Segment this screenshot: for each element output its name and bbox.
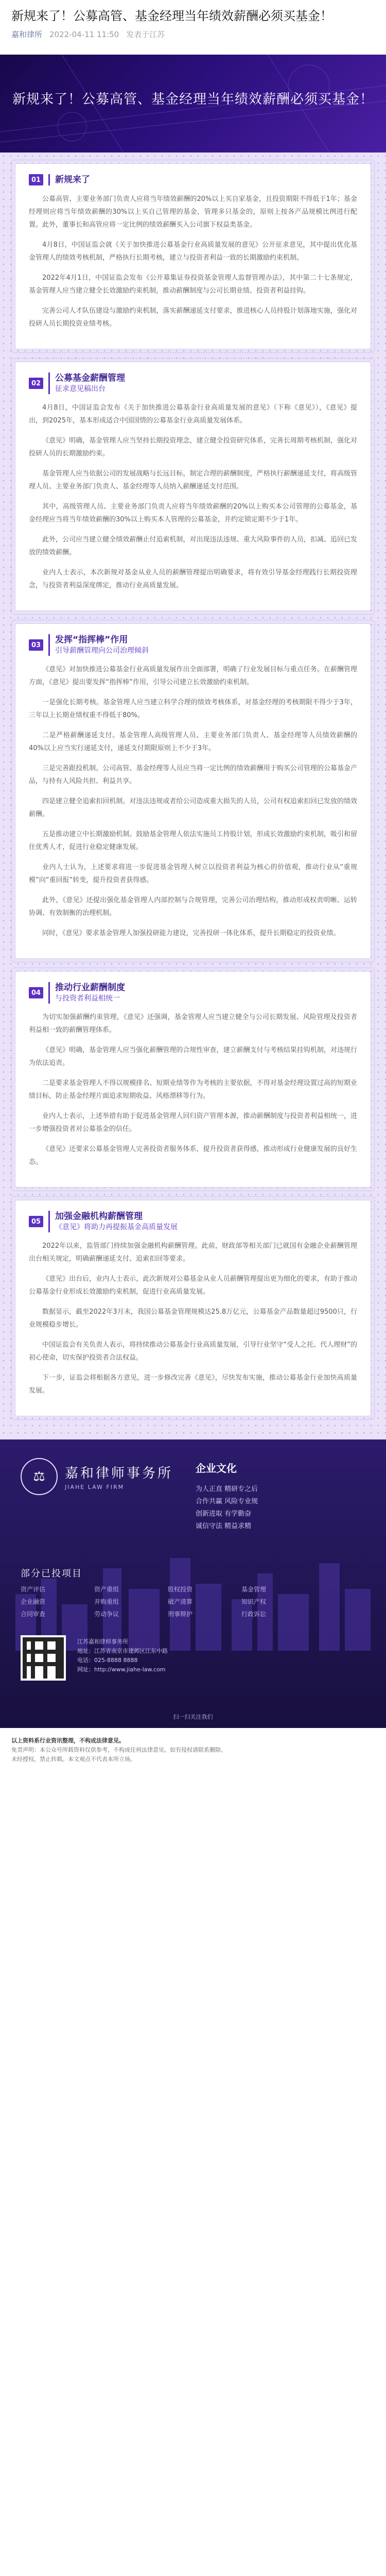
branch-item: 资产评估	[21, 1586, 46, 1593]
section-header	[29, 634, 357, 656]
section-card	[15, 972, 371, 1187]
branch-item: 行政诉讼	[241, 1611, 267, 1618]
section-paragraph: 此外，公司应当建立健全绩效薪酬止付追索机制，对出现违法违规、重大风险事件的人员，扣减、追回已发放的绩效薪酬。	[29, 536, 357, 556]
culture-block	[196, 1460, 360, 1533]
section-header	[29, 174, 357, 185]
section-title: 加强金融机构薪酬管理	[55, 1211, 143, 1222]
branch-item: 知识产权	[241, 1598, 267, 1605]
section-paragraph: 《意见》还要求公募基金管理人完善投资者服务体系，提升投资者获得感，推动形成行业健康发展的良好生态。	[29, 1145, 357, 1166]
section-paragraph: 2022年4月1日，中国证监会发布《公开募集证券投资基金管理人监督管理办法》，其中第二十七条规定，基金管理人应当建立健全长效激励约束机制，推动薪酬制度与公司长期业绩、投资者利益挂钩。	[29, 274, 357, 295]
section-paragraph: 4月8日，中国证监会就《关于加快推进公募基金行业高质量发展的意见》公开征求意见，其中提出优化基金管理人的绩效考核机制，严格执行长期考核，建立与投资者利益一致的长期激励约束机制。	[29, 241, 357, 262]
account-name-link[interactable]: 嘉和律所	[11, 30, 43, 39]
qr-code-image[interactable]	[21, 1635, 66, 1681]
section-card	[15, 362, 371, 611]
publish-location: 发表于江苏	[126, 30, 165, 39]
section-paragraph: 业内人士表示，本次新规对基金从业人员的薪酬管理提出明确要求，将有效引导基金经理践行长期投资理念，与投资者利益深度绑定，推动行业高质量发展。	[29, 569, 357, 589]
section-subtitle: 引导薪酬管理向公司治理倾斜	[55, 647, 149, 655]
contact-info	[77, 1637, 365, 1674]
section-paragraph: 此外，《意见》还提出强化基金管理人内部控制与合规管理，完善公司治理结构，推动形成权责明晰、运转协调、有效制衡的治理机制。	[29, 896, 357, 917]
section-heading	[48, 634, 149, 656]
firm-logo-icon: ⚖	[21, 1458, 58, 1495]
section-title: 新规来了	[55, 175, 90, 185]
branch-item: 合同审查	[21, 1611, 46, 1618]
disclaimer-line: 免责声明：本公众号所载资料仅供参考，不构成任何法律意见。如有侵权请联系删除。	[11, 1747, 226, 1753]
article-title: 新规来了！公募高管、基金经理当年绩效薪酬必须买基金！	[11, 9, 332, 23]
section-number: 02	[29, 378, 43, 389]
branch-item: 并购重组	[94, 1598, 119, 1605]
section-title: 推动行业薪酬制度	[55, 982, 125, 993]
section-paragraph: 2022年以来，监管部门持续加强金融机构薪酬管理。此前，财政部等相关部门已就国有金融企业薪酬管理出台相关规定，明确薪酬递延支付、追索扣回等要求。	[29, 1242, 357, 1263]
section-header	[29, 372, 357, 394]
section-paragraph: 二是要求基金管理人不得以规模排名、短期业绩等作为考核的主要依据，不得对基金经理设置过高的短期业绩目标，防止基金经理片面追求短期收益、风格漂移等行为。	[29, 1079, 357, 1100]
section-heading	[48, 174, 90, 185]
section-number: 04	[29, 987, 43, 998]
branch-item: 资产重组	[94, 1586, 119, 1593]
section-card	[15, 164, 371, 349]
section-card	[15, 624, 371, 958]
section-subtitle: 与投资者利益相统一	[55, 994, 120, 1003]
section-title: 发挥“指挥棒”作用	[55, 635, 128, 645]
section-paragraph: 业内人士表示，上述举措有助于促进基金管理人回归资产管理本源，推动薪酬制度与投资者利益相统一，进一步增强投资者对公募基金的信任。	[29, 1112, 357, 1133]
branch-item: 刑事辩护	[168, 1611, 193, 1618]
culture-line: 合作共赢 风险专业规	[196, 1498, 258, 1505]
section-number: 01	[29, 174, 43, 185]
section-header	[29, 1211, 357, 1232]
culture-title: 企业文化	[196, 1462, 237, 1475]
section-subtitle: 《意见》将助力再提振基金高质量发展	[55, 1223, 178, 1231]
firm-name: 嘉和律师事务所	[65, 1466, 173, 1481]
footer-note: 扫一扫关注我们	[173, 1714, 213, 1720]
banner-title: 新规来了！公募高管、基金经理当年绩效薪酬必须买基金！	[12, 92, 374, 107]
section-paragraph: 业内人士认为，上述要求将进一步促进基金管理人树立以投资者利益为核心的价值观，推动行业从“重规模”向“重回报”转变，提升投资者获得感。	[29, 863, 357, 884]
section-paragraph: 五是推动建立中长期激励机制。鼓励基金管理人依法实施员工持股计划，形成长效激励约束机制，吸引和留住优秀人才，促进行业稳定健康发展。	[29, 831, 357, 851]
branch-label: 部分已投项目	[21, 1568, 82, 1579]
firm-name-en: JIAHE LAW FIRM	[65, 1484, 125, 1490]
section-paragraph: 中国证监会有关负责人表示，将持续推动公募基金行业高质量发展，引导行业坚守“受人之托、代人理财”的初心使命，切实保护投资者合法权益。	[29, 1341, 357, 1362]
section-paragraph: 《意见》出台后，业内人士表示，此次新规对公募基金从业人员薪酬管理提出更为细化的要求，有助于推动公募基金行业形成长效激励约束机制，促进行业高质量发展。	[29, 1275, 357, 1296]
disclaimer-block	[0, 1728, 386, 1790]
disclaimer-lead: 以上资料系行业资讯整理，不构成法律意见。	[11, 1737, 125, 1744]
section-paragraph: 完善公司人才队伍建设与激励约束机制，落实薪酬递延支付要求，推进核心人员持股计划落地实施，强化对投研人员长期投资业绩考核。	[29, 307, 357, 328]
culture-line: 为人正直 精研专之后	[196, 1485, 258, 1493]
publish-date: 2022-04-11 11:50	[49, 29, 119, 39]
branch-item: 基金管理	[241, 1586, 267, 1593]
section-paragraph: 其中，高级管理人员、主要业务部门负责人应将当年绩效薪酬的20%以上购买本公司管理的公募基金，基金经理应当将当年绩效薪酬的30%以上购买本人管理的公募基金，并约定锁定期不少于1年。	[29, 503, 357, 523]
section-number: 05	[29, 1216, 43, 1227]
contact-line: 电话：025-8888 8888	[77, 1657, 138, 1664]
footer-block	[0, 1439, 386, 1728]
branch-item: 股权投资	[168, 1586, 193, 1593]
header-banner	[0, 55, 386, 152]
section-number: 03	[29, 639, 43, 651]
branch-item: 企业融资	[21, 1598, 46, 1605]
section-paragraph: 4月8日，中国证监会发布《关于加快推进公募基金行业高质量发展的意见》（下称《意见》），《意见》提出，到2025年，基本形成适合中国国情的公募基金行业高质量发展体系。	[29, 404, 357, 425]
culture-line: 创新进取 有学勤奋	[196, 1510, 252, 1518]
section-subtitle: 征求意见稿出台	[55, 385, 106, 393]
section-heading	[48, 1211, 178, 1232]
content-zone	[0, 152, 386, 1439]
section-paragraph: 同时，《意见》要求基金管理人加强投研能力建设，完善投研一体化体系，提升长期稳定的投资业绩。	[42, 929, 340, 937]
branch-item: 劳动争议	[94, 1611, 119, 1618]
footer-logo	[21, 1458, 173, 1495]
section-paragraph: 下一步，证监会将根据各方意见，进一步修改完善《意见》，尽快发布实施，推动公募基金行业加快高质量发展。	[29, 1374, 357, 1395]
section-heading	[48, 982, 125, 1004]
section-paragraph: 二是严格薪酬递延支付。基金管理人高级管理人员、主要业务部门负责人、基金经理等人员绩效薪酬的40%以上应当实行递延支付，递延支付期限原则上不少于3年。	[29, 732, 357, 752]
section-header	[29, 982, 357, 1004]
article-header	[0, 0, 386, 55]
section-paragraph: 《意见》明确，基金管理人应当强化薪酬管理的合规性审查，建立薪酬支付与考核结果挂钩机制，对违规行为依法追责。	[29, 1046, 357, 1067]
article-meta	[11, 29, 375, 40]
branch-grid	[21, 1585, 309, 1619]
section-card	[15, 1200, 371, 1416]
section-paragraph: 四是建立健全追索扣回机制。对违法违规或者给公司造成重大损失的人员，公司有权追索扣回已发放的绩效薪酬。	[29, 798, 357, 818]
contact-line: 地址：江苏省南京市建邺区江东中路	[77, 1648, 168, 1654]
section-paragraph: 《意见》对加快推进公募基金行业高质量发展作出全面部署，明确了行业发展目标与重点任务。在薪酬管理方面，《意见》提出要发挥“指挥棒”作用，引导公司建立长效激励约束机制。	[29, 666, 357, 686]
section-paragraph: 三是完善跟投机制。公司高管、基金经理等人员应当将一定比例的绩效薪酬用于购买公司管理的公募基金产品，与持有人风险共担、利益共享。	[29, 765, 357, 785]
section-title: 公募基金薪酬管理	[55, 373, 125, 383]
contact-line: 江苏嘉和律师事务所	[77, 1638, 128, 1645]
section-paragraph: 基金管理人应当依据公司的发展战略与长远目标，制定合理的薪酬制度，严格执行薪酬递延支付，将高级管理人员、主要业务部门负责人、基金经理等人员纳入薪酬递延支付范围。	[29, 470, 357, 490]
section-paragraph: 一是强化长期考核。基金管理人应当建立科学合理的绩效考核体系，对基金经理的考核期限不得少于3年，三年以上长期业绩权重不得低于80%。	[29, 699, 357, 719]
culture-line: 诚信守法 精益求精	[196, 1522, 252, 1530]
contact-line: 网址：http://www.jiahe-law.com	[77, 1666, 166, 1673]
section-paragraph: 为切实加强薪酬约束管理，《意见》还强调，基金管理人应当建立健全与公司长期发展、风险管理及投资者利益相一致的薪酬管理体系。	[29, 1013, 357, 1034]
branch-item: 破产清算	[168, 1598, 193, 1605]
disclaimer-line: 未经授权，禁止转载。本文观点不代表本所立场。	[11, 1756, 136, 1762]
section-paragraph: 公募高管、主要业务部门负责人应将当年绩效薪酬的20%以上买自家基金，且投资期限不得低于1年；基金经理则应将当年绩效薪酬的30%以上买自己管理的基金，管理多只基金的，原则上按各产品规模比例进行配置。此外，董事长和高管应将一定比例的绩效薪酬买入公司旗下权益类基金。	[29, 195, 357, 229]
section-paragraph: 数据显示，截至2022年3月末，我国公募基金管理规模达25.8万亿元，公募基金产品数量超过9500只，行业规模稳步增长。	[29, 1308, 357, 1329]
section-paragraph: 《意见》明确，基金管理人应当坚持长期投资理念，建立健全投资研究体系，完善长周期考核机制，强化对投研人员的长期激励约束。	[29, 437, 357, 457]
section-heading	[48, 372, 125, 394]
